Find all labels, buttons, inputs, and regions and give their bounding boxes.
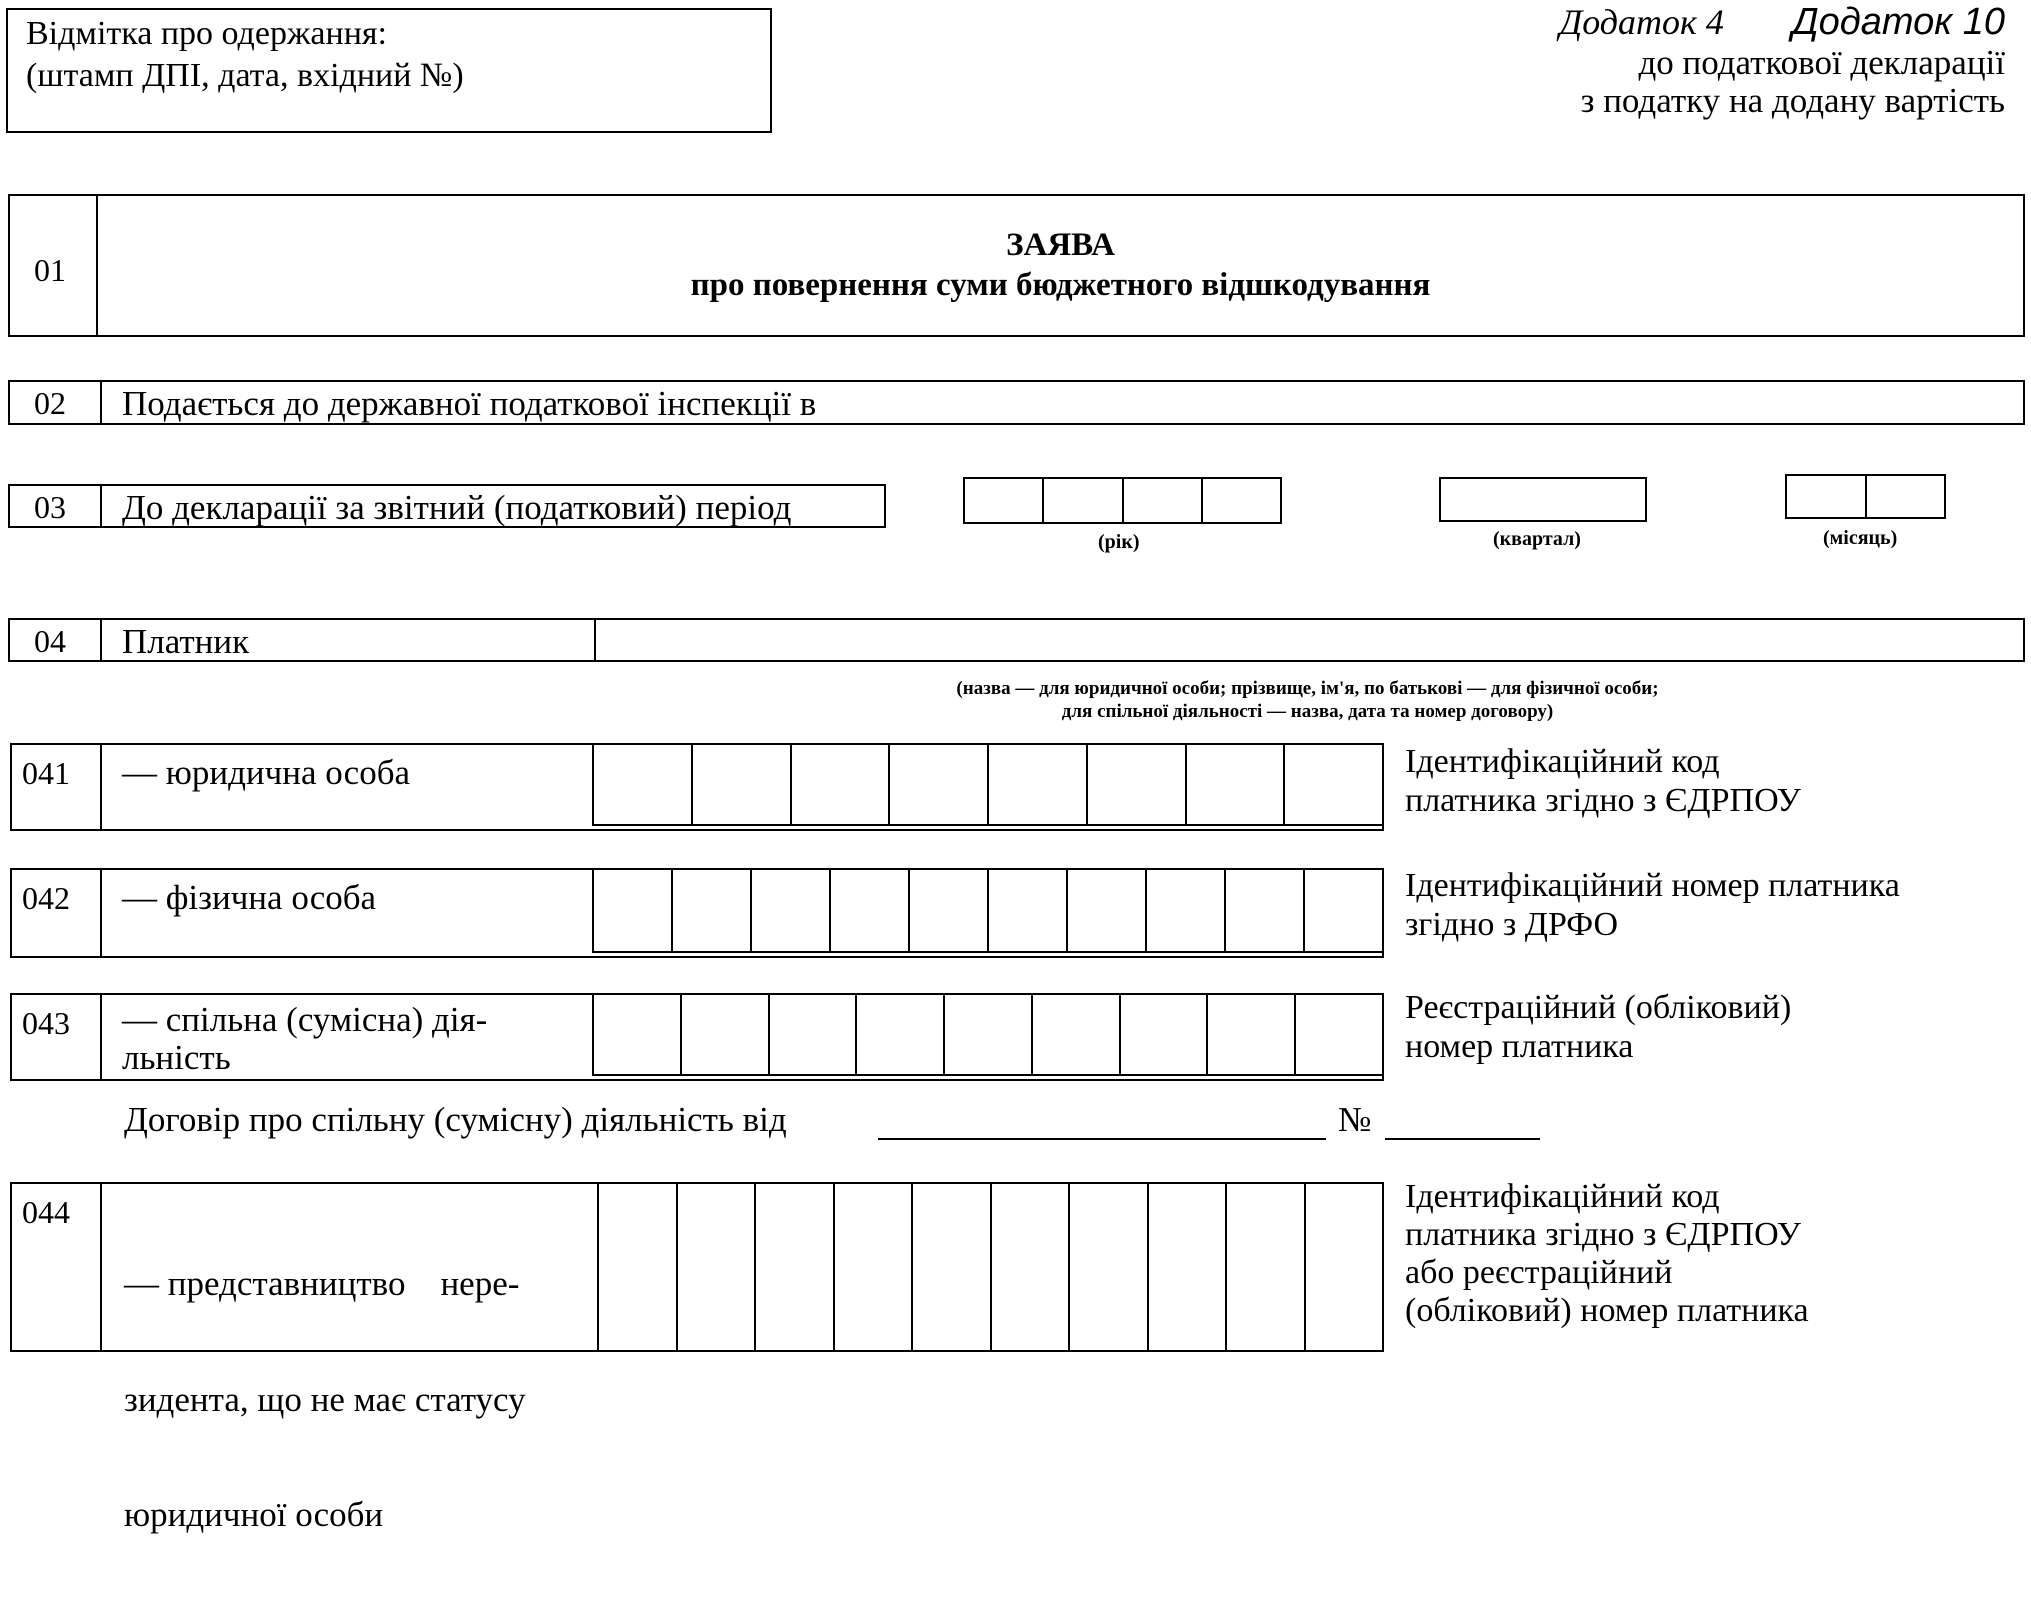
receipt-line1: Відмітка про одержання: — [26, 15, 388, 52]
edrpou-digit-cell[interactable] — [1086, 745, 1185, 824]
section-044-label-line3: юридичної особи — [124, 1495, 384, 1534]
section-04-label: Платник — [122, 622, 250, 661]
section-03-label: До декларації за звітний (податковий) період — [122, 488, 792, 527]
section-044-label-line2: зидента, що не має статусу — [124, 1379, 526, 1419]
section-043-code: 043 — [22, 1005, 70, 1041]
representative-digit-cell[interactable] — [1147, 1184, 1226, 1350]
section-043-label-line2: льність — [122, 1037, 231, 1077]
month-input[interactable] — [1785, 474, 1946, 519]
section-041-label: — юридична особа — [122, 753, 411, 792]
section-04-note-line2: для спільної діяльності — назва, дата та номер договору) — [1061, 700, 1554, 722]
section-042-label: — фізична особа — [122, 878, 377, 917]
month-digit-cell[interactable] — [1787, 476, 1865, 517]
registration-digit-cell[interactable] — [1206, 995, 1294, 1074]
section-041-code: 041 — [22, 755, 70, 791]
edrpou-digit-cell[interactable] — [1283, 745, 1382, 824]
registration-digit-cell[interactable] — [943, 995, 1031, 1074]
section-043-label-line1: — спільна (сумісна) дія- — [122, 1000, 488, 1039]
section-044-code: 044 — [22, 1194, 70, 1230]
quarter-caption: (квартал) — [1493, 528, 1581, 550]
quarter-cell[interactable] — [1441, 479, 1645, 520]
section-043-desc-line2: номер платника — [1405, 1028, 1634, 1066]
representative-digit-cell[interactable] — [1225, 1184, 1304, 1350]
section-02-code: 02 — [34, 385, 66, 421]
section-01-title: ЗАЯВА — [1006, 227, 1115, 263]
section-02-label: Подається до державної податкової інспекції в — [122, 384, 817, 423]
representative-code-input[interactable] — [597, 1182, 1384, 1352]
section-044-desc-line4: (обліковий) номер платника — [1405, 1292, 1809, 1330]
year-input[interactable] — [963, 477, 1282, 524]
edrpou-digit-cell[interactable] — [691, 745, 790, 824]
registration-digit-cell[interactable] — [1294, 995, 1382, 1074]
section-03 — [8, 484, 886, 528]
section-01-code: 01 — [34, 252, 66, 288]
representative-digit-cell[interactable] — [1304, 1184, 1383, 1350]
section-042-desc-line1: Ідентифікаційний номер платника — [1405, 867, 1900, 904]
section-03-code: 03 — [34, 489, 66, 525]
drfo-input[interactable] — [592, 868, 1384, 953]
section-043-description — [1405, 988, 1791, 1066]
edrpou-digit-cell[interactable] — [790, 745, 889, 824]
registration-digit-cell[interactable] — [680, 995, 768, 1074]
year-digit-cell[interactable] — [1201, 479, 1280, 522]
drfo-digit-cell[interactable] — [1145, 870, 1224, 951]
section-01-subtitle: про повернення суми бюджетного відшкодування — [690, 266, 1431, 303]
agreement-number-field[interactable] — [1385, 1138, 1540, 1140]
section-044-desc-line1: Ідентифікаційний код — [1405, 1178, 1720, 1215]
representative-digit-cell[interactable] — [833, 1184, 912, 1350]
section-042-code: 042 — [22, 880, 70, 916]
year-digit-cell[interactable] — [965, 479, 1042, 522]
year-digit-cell[interactable] — [1122, 479, 1201, 522]
payer-name-field[interactable] — [596, 620, 2023, 660]
section-041-desc-line1: Ідентифікаційний код — [1405, 743, 1720, 780]
section-044-label — [124, 1188, 526, 1612]
drfo-digit-cell[interactable] — [750, 870, 829, 951]
drfo-digit-cell[interactable] — [1066, 870, 1145, 951]
drfo-digit-cell[interactable] — [594, 870, 671, 951]
representative-digit-cell[interactable] — [1068, 1184, 1147, 1350]
addendum-italic: Додаток 4 — [1559, 2, 1724, 42]
section-04-note — [870, 678, 1745, 724]
addendum-line3: з податку на додану вартість — [1580, 81, 2005, 121]
registration-digit-cell[interactable] — [1119, 995, 1207, 1074]
section-041-desc-line2: платника згідно з ЄДРПОУ — [1405, 782, 1801, 820]
drfo-digit-cell[interactable] — [1303, 870, 1382, 951]
section-042-description — [1405, 866, 1900, 944]
section-043-label — [122, 1001, 487, 1077]
quarter-input[interactable] — [1439, 477, 1647, 522]
edrpou-input[interactable] — [592, 743, 1384, 826]
section-044-label-line1: — представництво нере- — [124, 1264, 520, 1303]
drfo-digit-cell[interactable] — [1224, 870, 1303, 951]
representative-digit-cell[interactable] — [599, 1184, 676, 1350]
edrpou-digit-cell[interactable] — [594, 745, 691, 824]
registration-number-input[interactable] — [592, 993, 1384, 1076]
edrpou-digit-cell[interactable] — [1185, 745, 1284, 824]
section-04-code: 04 — [34, 623, 66, 659]
receipt-line2: (штамп ДПІ, дата, вхідний №) — [26, 57, 464, 94]
registration-digit-cell[interactable] — [1031, 995, 1119, 1074]
section-043-desc-line1: Реєстраційний (обліковий) — [1405, 989, 1792, 1026]
addendum-main: Додаток 10 — [1791, 1, 2005, 43]
section-044-desc-line3: або реєстраційний — [1405, 1254, 1673, 1292]
section-01 — [8, 194, 2025, 337]
registration-digit-cell[interactable] — [594, 995, 680, 1074]
representative-digit-cell[interactable] — [676, 1184, 755, 1350]
section-041-description — [1405, 742, 1801, 820]
section-044-description — [1405, 1178, 1809, 1330]
section-04-note-line1: (назва — для юридичної особи; прізвище, ім'я, по батькові — для фізичної особи; — [956, 678, 1659, 699]
registration-digit-cell[interactable] — [855, 995, 943, 1074]
agreement-label: Договір про спільну (сумісну) діяльність від — [124, 1100, 787, 1139]
year-caption: (рік) — [1098, 531, 1140, 553]
drfo-digit-cell[interactable] — [671, 870, 750, 951]
drfo-digit-cell[interactable] — [908, 870, 987, 951]
addendum-line2: до податкової декларації — [1638, 42, 2005, 82]
drfo-digit-cell[interactable] — [987, 870, 1066, 951]
receipt-stamp-box — [6, 8, 772, 133]
year-digit-cell[interactable] — [1042, 479, 1121, 522]
registration-digit-cell[interactable] — [768, 995, 856, 1074]
month-digit-cell[interactable] — [1865, 476, 1945, 517]
section-04 — [8, 618, 2025, 662]
month-caption: (місяць) — [1823, 527, 1898, 549]
agreement-date-field[interactable] — [878, 1138, 1326, 1140]
section-044-desc-line2: платника згідно з ЄДРПОУ — [1405, 1216, 1801, 1254]
representative-digit-cell[interactable] — [911, 1184, 990, 1350]
representative-digit-cell[interactable] — [754, 1184, 833, 1350]
addendum-header — [1559, 2, 2005, 121]
representative-digit-cell[interactable] — [990, 1184, 1069, 1350]
edrpou-digit-cell[interactable] — [987, 745, 1086, 824]
agreement-number-sign: № — [1338, 1100, 1372, 1139]
drfo-digit-cell[interactable] — [829, 870, 908, 951]
section-042-desc-line2: згідно з ДРФО — [1405, 906, 1619, 944]
section-02[interactable] — [8, 380, 2025, 425]
edrpou-digit-cell[interactable] — [888, 745, 987, 824]
